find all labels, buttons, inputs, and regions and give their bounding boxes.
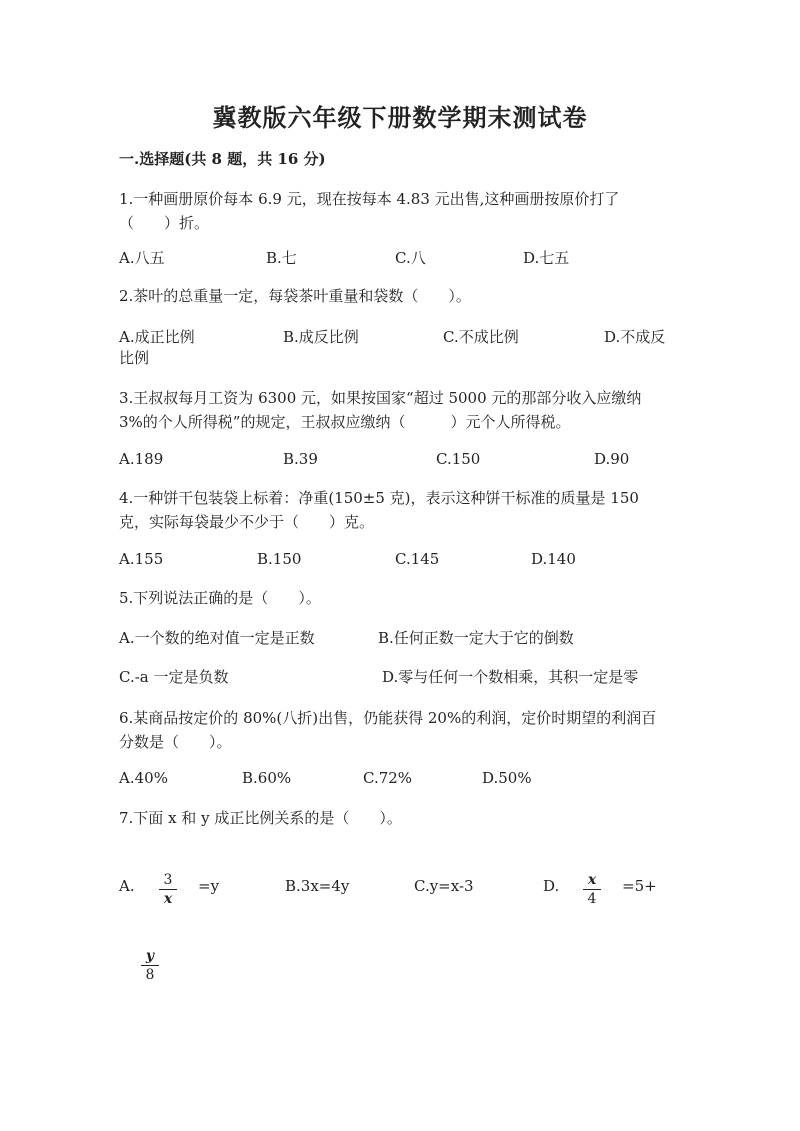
- option-b[interactable]: B.39: [283, 450, 318, 468]
- fraction-bar: [159, 889, 177, 890]
- options-row: [0, 447, 800, 471]
- options-row: [0, 766, 800, 790]
- option-d[interactable]: D.140: [531, 550, 576, 568]
- options-row: [0, 626, 800, 650]
- option-c[interactable]: C.八: [395, 249, 426, 267]
- question-text-line: 分数是（ ）。: [119, 733, 232, 751]
- question-7: [119, 806, 679, 830]
- option-d[interactable]: D.七五: [523, 249, 570, 267]
- question-text-line: 4.一种饼干包装袋上标着：净重(150±5 克)，表示这种饼干标准的质量是 150: [119, 489, 639, 507]
- question-text-line: 3%的个人所得税”的规定，王叔叔应缴纳（ ）元个人所得税。: [119, 413, 571, 431]
- option-c[interactable]: C.150: [436, 450, 481, 468]
- options-row: [0, 246, 800, 270]
- fraction-denominator: x: [163, 891, 173, 907]
- question-text-line: （ ）折。: [119, 214, 210, 232]
- fraction-numerator: x: [587, 872, 597, 888]
- question-text-line: 5.下列说法正确的是（ ）。: [119, 589, 321, 607]
- option-b[interactable]: B.成反比例: [283, 328, 359, 346]
- question-2: [119, 284, 679, 308]
- question-text-line: 7.下面 x 和 y 成正比例关系的是（ ）。: [119, 809, 402, 827]
- options-row-continued: [0, 346, 800, 370]
- options-row: [0, 547, 800, 571]
- option-b[interactable]: B.七: [266, 249, 297, 267]
- question-text-line: 2.茶叶的总重量一定，每袋茶叶重量和袋数（ ）。: [119, 287, 471, 305]
- option-a[interactable]: A.155: [119, 550, 164, 568]
- options-row: [0, 665, 800, 689]
- option-b[interactable]: B.150: [257, 550, 302, 568]
- option-c[interactable]: C.72%: [363, 769, 413, 787]
- option-c[interactable]: C.不成比例: [443, 328, 519, 346]
- question-text-line: 克，实际每袋最少不少于（ ）克。: [119, 513, 375, 531]
- option-c[interactable]: C.-a 一定是负数: [119, 668, 229, 686]
- fraction-bar: [141, 965, 159, 966]
- question-5: [119, 586, 679, 610]
- option-a[interactable]: A.: [119, 877, 135, 895]
- option-a[interactable]: A.40%: [119, 769, 168, 787]
- fraction-3-over-x: [159, 872, 177, 907]
- option-a-equation: =y: [198, 877, 220, 895]
- question-text-line: 3.王叔叔每月工资为 6300 元，如果按国家“超过 5000 元的那部分收入应缴纳: [119, 389, 642, 407]
- option-d[interactable]: D.: [543, 877, 560, 895]
- fraction-denominator: 4: [587, 891, 597, 907]
- question-6: [119, 706, 679, 754]
- option-d[interactable]: D.90: [594, 450, 630, 468]
- fraction-denominator: 8: [145, 967, 155, 983]
- question-text-line: 6.某商品按定价的 80%(八折)出售，仍能获得 20%的利润，定价时期望的利润百: [119, 709, 657, 727]
- option-b[interactable]: B.任何正数一定大于它的倒数: [378, 629, 574, 647]
- option-d-continued: 比例: [119, 349, 150, 367]
- question-text-line: 1.一种画册原价每本 6.9 元，现在按每本 4.83 元出售,这种画册按原价打了: [119, 190, 620, 208]
- option-a[interactable]: A.八五: [119, 249, 165, 267]
- section-heading: 一.选择题(共 8 题，共 16 分): [119, 150, 326, 168]
- option-a[interactable]: A.一个数的绝对值一定是正数: [119, 629, 315, 647]
- fraction-numerator: 3: [163, 872, 173, 888]
- option-b[interactable]: B.60%: [242, 769, 292, 787]
- option-d[interactable]: D.零与任何一个数相乘，其积一定是零: [382, 668, 639, 686]
- options-row: [0, 872, 800, 907]
- option-a[interactable]: A.189: [119, 450, 164, 468]
- fraction-x-over-4: [583, 872, 601, 907]
- page-title: 冀教版六年级下册数学期末测试卷: [212, 103, 588, 132]
- option-d-equation: =5+: [622, 877, 657, 895]
- question-3: [119, 386, 679, 434]
- option-c[interactable]: C.145: [395, 550, 440, 568]
- option-c[interactable]: C.y=x-3: [414, 877, 474, 895]
- option-a[interactable]: A.成正比例: [119, 328, 195, 346]
- fraction-y-over-8: [141, 948, 159, 983]
- question-1: [119, 187, 679, 235]
- fraction-numerator: y: [145, 948, 155, 964]
- fraction-bar: [583, 889, 601, 890]
- option-d[interactable]: D.50%: [482, 769, 532, 787]
- option-b[interactable]: B.3x=4y: [285, 877, 350, 895]
- options-row-continued: [0, 948, 800, 983]
- option-d[interactable]: D.不成反: [604, 328, 666, 346]
- question-4: [119, 486, 679, 534]
